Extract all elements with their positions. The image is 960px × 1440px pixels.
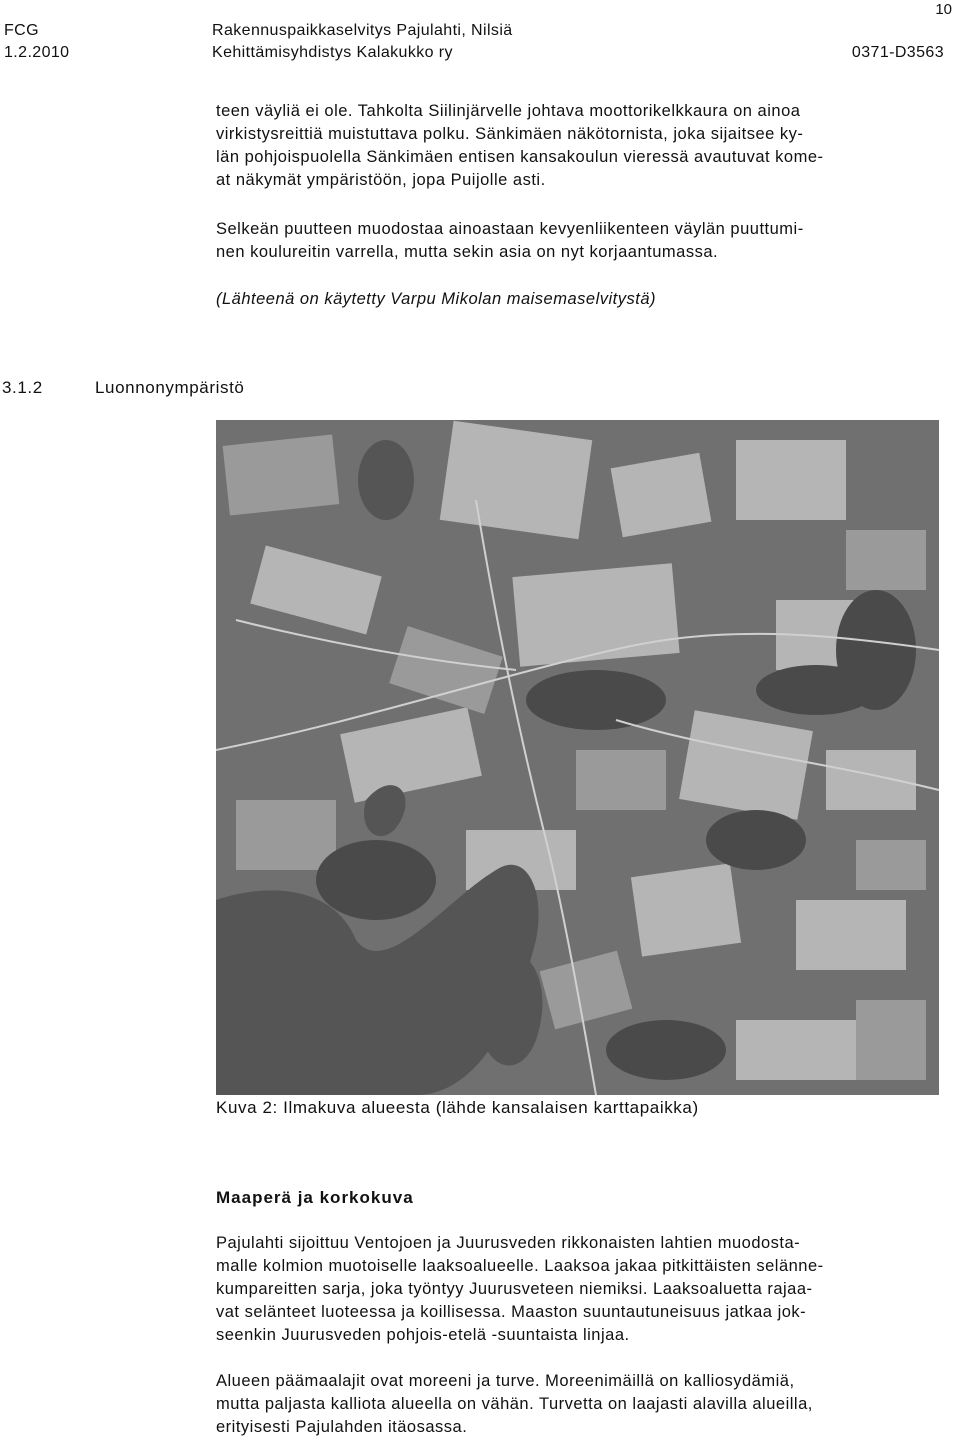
source-note [216,288,960,311]
text-line: vat selänteet luoteessa ja koillisessa. Maaston suuntautuneisuus jatkaa jok- [216,1303,807,1321]
text-line: erityisesti Pajulahden itäosassa. [216,1418,468,1436]
text-line: Selkeän puutteen muodostaa ainoastaan kevyenliikenteen väylän puuttumi- [216,220,804,238]
text-line: län pohjoispuolella Sänkimäen entisen kansakoulun vieressä avautuvat kome- [216,148,824,166]
text-line: nen koulureitin varrella, mutta sekin asia on nyt korjaantumassa. [216,243,719,261]
text-line: virkistysreittiä muistuttava polku. Sänkimäen näkötornista, joka sijaitsee ky- [216,125,804,143]
soil-paragraph-2 [216,1370,960,1439]
header-row-1 [4,20,944,42]
text-line: at näkymät ympäristöön, jopa Puijolle asti. [216,171,546,189]
section-heading [2,378,244,398]
header-date: 1.2.2010 [4,44,70,61]
text-line: seenkin Juurusveden pohjois-etelä -suuntaista linjaa. [216,1326,630,1344]
aerial-photo-image [216,420,939,1095]
header-org: FCG [4,22,39,39]
header-code: 0371-D3563 [851,44,944,61]
subheading: Maaperä ja korkokuva [216,1188,414,1207]
text-line: kumpareitten sarja, joka työntyy Juurusveteen niemiksi. Laaksoaluetta rajaa- [216,1280,813,1298]
header-title: Rakennuspaikkaselvitys Pajulahti, Nilsiä [212,22,513,39]
soil-paragraph-1 [216,1232,960,1347]
figure-caption: Kuva 2: Ilmakuva alueesta (lähde kansalaisen karttapaikka) [216,1098,699,1117]
header-client: Kehittämisyhdistys Kalakukko ry [212,44,453,61]
intro-paragraph-1 [216,100,960,192]
text-line: mutta paljasta kalliota alueella on vähän. Turvetta on laajasti alavilla alueilla, [216,1395,813,1413]
page-number: 10 [935,1,952,18]
text-line: Alueen päämaalajit ovat moreeni ja turve. Moreenimäillä on kalliosydämiä, [216,1372,795,1390]
text-line: malle kolmion muotoiselle laaksoalueelle. Laaksoa jakaa pitkittäisten selänne- [216,1257,824,1275]
text-line: Pajulahti sijoittuu Ventojoen ja Juurusveden rikkonaisten lahtien muodosta- [216,1234,801,1252]
text-line: teen väyliä ei ole. Tahkolta Siilinjärvelle johtava moottorikelkkaura on ainoa [216,102,801,120]
aerial-photo [216,420,939,1095]
section-number: 3.1.2 [2,378,43,397]
intro-paragraph-2 [216,218,960,264]
page-header [4,20,944,64]
section-title: Luonnonympäristö [95,378,245,397]
header-row-2 [4,42,944,64]
source-note-text: (Lähteenä on käytetty Varpu Mikolan maisemaselvitystä) [216,290,656,308]
